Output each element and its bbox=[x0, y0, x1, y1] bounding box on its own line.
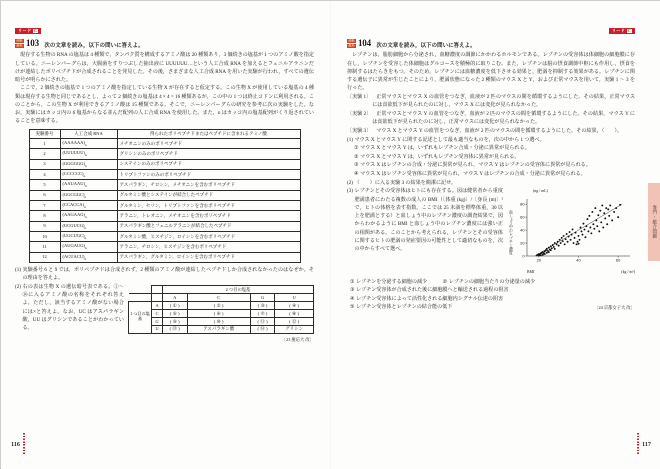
experiment-table-body bbox=[29, 138, 300, 262]
question-text: 実験番号 6 と 9 では，ポリペプチドは合成されず，2 種類のアミノ酸が連結したペプチドしか合成されなかったのはなぜか。その理由を答えよ。 bbox=[22, 266, 314, 282]
folio-right bbox=[637, 433, 651, 455]
grid-row-C bbox=[129, 309, 314, 317]
mark-thinking-right: 思考 bbox=[348, 44, 355, 48]
option-text: マウス X はレプチンの合成・分泌に異常が見られ，マウス Y はレプチンの受容体に異常が見られる。 bbox=[360, 162, 591, 169]
th-rna: 人工合成 RNA bbox=[60, 130, 117, 139]
grid-cell: ( ③ ) bbox=[250, 301, 275, 309]
table-row bbox=[29, 149, 300, 159]
th-result: 得られたポリペプチドまたはペプチドに含まれるアミノ酸 bbox=[117, 130, 300, 139]
question-item-2-left bbox=[15, 283, 314, 335]
cell-rna bbox=[60, 180, 117, 190]
lead-tag-row-left bbox=[15, 27, 314, 35]
leptin-bmi-figure bbox=[507, 188, 635, 275]
grid-rowlabel-U: U bbox=[152, 325, 163, 333]
option-3-5 bbox=[350, 303, 635, 312]
grid-corner bbox=[129, 285, 152, 293]
grid-top-header-row bbox=[129, 285, 314, 293]
cell-result: システインのみのポリペプチド bbox=[117, 159, 300, 169]
grid-cell-aspartate: アスパラギン酸 bbox=[187, 325, 250, 333]
rna-subscript: n bbox=[84, 194, 87, 199]
grid-cell: ( ⑦ ) bbox=[250, 309, 275, 317]
option-3-1 bbox=[350, 278, 635, 286]
grid-col-G: G bbox=[250, 293, 275, 301]
problem-title-103: 次の文章を読み，以下の問いに答えよ。 bbox=[44, 42, 144, 49]
option-1-4 bbox=[354, 170, 635, 178]
svg-text:60: 60 bbox=[615, 257, 621, 263]
cell-rna bbox=[60, 159, 117, 169]
cell-result: アラニン，チロシン，ヒスチジンを含むポリペプチド bbox=[117, 242, 300, 252]
table-row bbox=[29, 169, 300, 179]
problem-marks-left bbox=[15, 38, 24, 48]
option-text: マウス X はレプチン受容体に異常が見られ，マウス Y はレプチンの合成・分泌に異常が見られる。 bbox=[360, 170, 586, 177]
cell-no: 2 bbox=[29, 149, 60, 159]
experiment-1-text: 正常マウスとマウス X の血管をつなぎ，血液が 2 匹のマウスの間を循環するようにした。その結果，正常マウスには食欲低下が見られたのに対し，マウス X には変化が見られなかった。 bbox=[372, 94, 635, 109]
lead-level-left: C bbox=[33, 28, 38, 33]
rna-subscript: n bbox=[85, 246, 87, 251]
experiment-1-label: 〔実験 1〕 bbox=[347, 94, 372, 101]
grid-rowlabel-A: A bbox=[152, 301, 163, 309]
grid-col-A: A bbox=[163, 293, 188, 301]
svg-text:80: 80 bbox=[520, 201, 525, 207]
table-row bbox=[29, 159, 300, 169]
figure-plot-area bbox=[514, 195, 635, 269]
rna-seq: (GGCGGC) bbox=[62, 191, 85, 197]
cell-no: 1 bbox=[29, 138, 60, 148]
option-marker: ① bbox=[350, 278, 355, 285]
option-text: レプチン受容体とレプチンの結合能の低下 bbox=[356, 304, 453, 311]
figure-x-unit: (kg / m²) bbox=[621, 270, 635, 275]
option-marker: ① bbox=[354, 145, 359, 152]
section-thumb-tab-label: 専門・総合問題 bbox=[652, 205, 658, 239]
scatter-plot-svg bbox=[514, 195, 634, 269]
svg-text:20: 20 bbox=[536, 257, 542, 263]
question-list-left bbox=[15, 266, 314, 335]
rna-seq: (CCACCA) bbox=[62, 202, 85, 208]
svg-text:40: 40 bbox=[520, 227, 525, 233]
figure-plot-row bbox=[507, 195, 635, 269]
question-number: (2) bbox=[347, 179, 353, 186]
experiment-table bbox=[29, 129, 301, 263]
rna-subscript: n bbox=[84, 235, 87, 240]
folio-rule-right bbox=[637, 433, 639, 455]
grid-col-C: C bbox=[187, 293, 250, 301]
page-right-content bbox=[347, 27, 635, 312]
paragraph-2-left: ここで，2 個続きの塩基で 1 つのアミノ酸を指定している生物 X が存在すると仮定する。この生物 X が使用している塩基の 4 種類は現存する生物と同じであるとし，よって 2 個続きの塩基は 4 × 4 = 16 種類あるが，この中の 1 つは終止コドンに利用される。このことから，この生物 X が利用できるアミノ酸は 15 種類である。そこで，ニーレンバーグらの研究を参考に次の実験をした。なお，実験にはカッコ内の 6 塩基からなる並んだ配列の人工合成 RNA を使用した。また，n はカッコ内の塩基配列がくり返されていることを意味する。 bbox=[15, 85, 314, 125]
cell-no: 7 bbox=[29, 200, 60, 210]
grid-rowlabel-C: C bbox=[152, 309, 163, 317]
problem-title-104: 次の文章を読み，以下の問いに答えよ。 bbox=[376, 42, 476, 49]
rna-subscript: n bbox=[84, 204, 86, 209]
option-marker: ③ bbox=[350, 287, 355, 294]
table-row bbox=[29, 221, 300, 231]
cell-result: アスパラギン酸とフェニルアラニンが結合したペプチド bbox=[117, 221, 300, 231]
cell-no: 9 bbox=[29, 221, 60, 231]
cell-result: グルタミン酸，ヒスチジン，ロイシンを含むポリペプチド bbox=[117, 231, 300, 241]
rna-subscript: n bbox=[84, 225, 87, 230]
cell-result: アスパラギン，グルタミン，ロイシンを含むポリペプチド bbox=[117, 252, 300, 262]
question-text-with-grid bbox=[22, 283, 314, 335]
cell-rna bbox=[60, 211, 117, 221]
grid-cell: ( ② ) bbox=[187, 301, 250, 309]
grid-cell: ( ⑧ ) bbox=[275, 309, 314, 317]
question-number: (3) bbox=[347, 188, 353, 195]
cell-rna bbox=[60, 231, 117, 241]
option-marker: ③ bbox=[354, 162, 359, 169]
grid-cell: ( ⑤ ) bbox=[163, 309, 188, 317]
rna-seq: (AAAAAA) bbox=[62, 140, 85, 146]
option-text: マウス X とマウス Y は，いずれもレプチン合成・分泌に異常が見られる。 bbox=[360, 145, 530, 152]
cell-rna bbox=[60, 242, 117, 252]
grid-cell: ( ⑪ ) bbox=[250, 317, 275, 325]
cell-no: 11 bbox=[29, 242, 60, 252]
grid-cell: ( ① ) bbox=[163, 301, 188, 309]
option-text: レプチン受容体によって活性化される細胞内シグナル伝達の阻害 bbox=[356, 295, 504, 302]
grid-rowlabel-G: G bbox=[152, 317, 163, 325]
grid-cell: ( ⑬ ) bbox=[163, 325, 188, 333]
paragraph-1-left: 現存する生物の RNA の塩基は 4 種類で，タンパク質を構成するアミノ酸は 20 種類あり，3 個続きの塩基が 1 つのアミノ酸を指定している。ニーレンバーグらは，大腸菌をすりつぶした抽出液に UUUUUU…という人工合成 RNA を加えるとフェニルアラニンだけが連結したポリペプチドが合成されることを発見した。その後，さまざまな人工合成 RNA を用いた実験が行われ，すべての遺伝暗号が明らかにされた。 bbox=[15, 52, 314, 84]
grid-cell: ( ⑭ ) bbox=[250, 325, 275, 333]
grid-corner-4 bbox=[152, 293, 163, 301]
option-1-2 bbox=[354, 153, 635, 161]
rna-subscript: n bbox=[85, 153, 87, 158]
option-1-3 bbox=[354, 161, 635, 169]
lead-tag-label-left: リード bbox=[18, 28, 32, 33]
grid-corner-2 bbox=[152, 285, 163, 293]
cell-no: 8 bbox=[29, 211, 60, 221]
option-text: レプチンの細胞当たりの分泌量の減少 bbox=[448, 278, 536, 285]
grid-col-U: U bbox=[275, 293, 314, 301]
svg-text:60: 60 bbox=[520, 214, 525, 220]
rna-seq: (GGGGGG) bbox=[62, 160, 85, 166]
cell-result: メチオニンのみのポリペプチド bbox=[117, 138, 300, 148]
rna-subscript: n bbox=[85, 142, 87, 147]
grid-column-label-row bbox=[129, 293, 314, 301]
option-text: レプチンを分泌する細胞の減少 bbox=[356, 278, 428, 285]
problem-heading-103 bbox=[15, 38, 314, 50]
question-number: (1) bbox=[347, 136, 353, 143]
grid-cell-glycine: グリシン bbox=[275, 325, 314, 333]
folio-rule-left bbox=[23, 433, 25, 455]
cell-result: トリプトファンのみのポリペプチド bbox=[117, 169, 300, 179]
page-number-left: 116 bbox=[11, 440, 20, 448]
folio-left bbox=[11, 433, 25, 455]
problem-number-104: 104 bbox=[358, 37, 371, 48]
cell-no: 3 bbox=[29, 159, 60, 169]
grid-second-base-header: 2 つ目の塩基 bbox=[163, 285, 314, 293]
experiment-2-text: 正常マウスとマウス Y の血管をつなぎ，血液が 2 匹のマウスの間を循環するようにした。その結果，マウス Y には食欲低下が見られたのに対し，正常マウスには変化が見られなかった。 bbox=[372, 110, 635, 126]
rna-seq: (UCGUCG) bbox=[62, 222, 85, 228]
cell-result: アラニン，トレオニン，メチオニンを含むポリペプチド bbox=[117, 211, 300, 221]
figure-y-unit: (ng / mL) bbox=[533, 189, 548, 194]
rna-seq: (UGCUGC) bbox=[62, 233, 85, 238]
question-text: マウス X とマウス Y に関する記述として最も適当なものを，次の中から 1 つ選べ。 bbox=[354, 136, 545, 143]
lead-tag-right bbox=[609, 28, 635, 34]
rna-subscript: n bbox=[85, 184, 87, 189]
figure-y-axis-label: 血しょう中のレプチン濃度 bbox=[509, 209, 514, 255]
option-marker: ④ bbox=[350, 295, 355, 302]
lead-level-right: C bbox=[627, 28, 631, 33]
svg-text:20: 20 bbox=[520, 240, 525, 246]
rna-seq: (AAGAAG) bbox=[62, 212, 85, 218]
problem-number-103: 103 bbox=[26, 37, 39, 48]
grid-row-G bbox=[129, 317, 314, 325]
option-marker: ② bbox=[354, 153, 359, 160]
table-row bbox=[29, 211, 300, 221]
section-thumb-tab[interactable] bbox=[648, 183, 660, 261]
question-text: （ ）に入る実験 3 の結果を簡潔に記せ。 bbox=[354, 179, 457, 186]
lead-tag-row-right bbox=[347, 27, 635, 35]
genetic-code-grid bbox=[128, 285, 314, 334]
genetic-code-grid-wrap bbox=[128, 285, 314, 334]
table-row bbox=[29, 180, 300, 190]
rna-seq: (CCCCCC) bbox=[62, 171, 84, 177]
grid-row-U bbox=[129, 325, 314, 333]
source-credit-left: 〔23 慶応大 改〕 bbox=[281, 336, 314, 342]
grid-cell: ( ⑥ ) bbox=[187, 309, 250, 317]
question-item-2-right bbox=[347, 179, 635, 187]
cell-no: 10 bbox=[29, 231, 60, 241]
experiment-1 bbox=[347, 93, 635, 110]
mark-thinking-left: 思考 bbox=[16, 44, 23, 48]
experiment-2-label: 〔実験 2〕 bbox=[347, 110, 372, 117]
table-row bbox=[29, 252, 300, 262]
page-left bbox=[1, 1, 331, 469]
rna-subscript: n bbox=[83, 173, 86, 178]
table-row bbox=[29, 200, 300, 210]
svg-text:0: 0 bbox=[522, 253, 525, 259]
option-3-4 bbox=[350, 295, 635, 303]
mark-common-left: 共通 bbox=[16, 39, 23, 43]
question-text-with-figure bbox=[354, 187, 635, 277]
figure-x-axis-label: BMI bbox=[527, 270, 535, 275]
cell-result: アスパラギン，チロシン，メチオニンを含むポリペプチド bbox=[117, 180, 300, 190]
cell-rna bbox=[60, 190, 117, 200]
question-3-body-text: レプチンとその受容体はヒトにも存在する。図は健常者から重度肥満患者にわたる複数の成人の BMI（〔体重 (kg)〕/〔身長 (m)〕² で，ヒトの体格を表す指数。ここでは 25 未満を標準体重，30 以上を肥満とする）と血しょう中のレプチン濃度の調査結果で，図からわかるように BMI と血しょう中のレプチン濃度には強い正の相関がある。このことから考えられる，レプチンとその受容体に関するヒトの肥満の発症要因の可能性として適切なものを，次の中からすべて選べ。 bbox=[354, 188, 503, 252]
experiment-3-label: 〔実験 3〕 bbox=[347, 127, 372, 134]
grid-cell: ( ⑨ ) bbox=[163, 317, 188, 325]
th-exp-no: 実験番号 bbox=[29, 130, 60, 139]
experiment-2 bbox=[347, 110, 635, 127]
cell-rna bbox=[60, 221, 117, 231]
grid-cell: ( ④ ) bbox=[275, 301, 314, 309]
rna-seq: (AUGAUG) bbox=[62, 243, 85, 249]
cell-no: 12 bbox=[29, 252, 60, 262]
cell-no: 4 bbox=[29, 169, 60, 179]
cell-rna bbox=[60, 252, 117, 262]
problem-heading-104 bbox=[347, 38, 635, 50]
option-marker: ④ bbox=[354, 170, 359, 177]
grid-cell: ( ⑩ ) bbox=[187, 317, 250, 325]
problem-marks-right bbox=[347, 38, 356, 48]
rna-subscript: n bbox=[85, 215, 87, 220]
table-row bbox=[29, 231, 300, 241]
table-row bbox=[29, 190, 300, 200]
experiment-3 bbox=[347, 127, 635, 135]
question-item-1-right bbox=[347, 136, 635, 144]
grid-cell: ( ⑫ ) bbox=[275, 317, 314, 325]
mark-common-right: 共通 bbox=[348, 39, 355, 43]
option-text: マウス X とマウス Y は，いずれもレプチン受容体に異常が見られる。 bbox=[360, 153, 520, 160]
cell-no: 6 bbox=[29, 190, 60, 200]
page-left-content bbox=[15, 27, 314, 343]
question-item-1-left bbox=[15, 266, 314, 283]
option-1-1 bbox=[354, 144, 635, 152]
question-number: (2) bbox=[15, 283, 21, 290]
option-marker: ⑤ bbox=[350, 304, 355, 311]
cell-rna bbox=[60, 138, 117, 148]
question-item-3-right bbox=[347, 187, 635, 277]
page-right bbox=[331, 1, 660, 469]
table-row bbox=[29, 242, 300, 252]
lead-tag-label-right: リード bbox=[611, 28, 626, 33]
lead-tag-left bbox=[15, 28, 41, 34]
figure-x-caption-row bbox=[527, 269, 635, 275]
experiment-3-text: マウス X とマウス Y の血管をつなぎ，血液が 2 匹のマウスの間を循環するようにした。その結果，（ ）。 bbox=[376, 127, 623, 134]
cell-no: 5 bbox=[29, 180, 60, 190]
paragraph-1-right: レプチンは，脂肪細胞から分泌され，血糖濃度の調節にかかわるホルモンである。レプチンの受容体は体細胞の細胞膜に存在し，レプチンを受容した体細胞はグルコースを積極的に取りこむ。また，レプチンは脳の摂食調節中枢にも作用し，摂食を抑制するはたらきをもつ。そのため，レプチンには血糖濃度を低下させる効果と，肥満を抑制する効果がある。レプチンに関する遺伝子に異常が生じたことにより，肥満状態になった 2 種類のマウス X と Y，および正常マウスを用いて，実験 1 〜 3 を行った。 bbox=[347, 52, 635, 92]
cell-rna bbox=[60, 200, 117, 210]
option-3-3 bbox=[350, 286, 635, 294]
page-number-right: 117 bbox=[642, 440, 651, 448]
question-number: (1) bbox=[15, 266, 21, 273]
cell-result: グルタミン酸とシステインが結合したペプチド bbox=[117, 190, 300, 200]
grid-corner-3 bbox=[129, 293, 152, 301]
option-text: レプチン受容体が合成された後に細胞膜へと輸送される過程の阻害 bbox=[356, 287, 509, 294]
grid-first-base-header: 1 つ目の塩基 bbox=[129, 301, 152, 333]
grid-row-A bbox=[129, 301, 314, 309]
question-2-body-text: 右の表は生物 X の遺伝暗号表である。①〜⑭に入るアミノ酸の名称をそれぞれ答えよ。ただし，該当するアミノ酸がない場合には×と答えよ。なお，UC はアスパラギン酸，UU はグリシンであることがわかっている。 bbox=[22, 283, 124, 332]
rna-seq: (AAUAAU) bbox=[62, 181, 85, 187]
table-row bbox=[29, 138, 300, 148]
cell-result: グリシンのみのポリペプチド bbox=[117, 149, 300, 159]
rna-seq: (UUUUUU) bbox=[62, 150, 85, 156]
rna-subscript: n bbox=[85, 163, 87, 168]
cell-result: グルタミン，セリン，トリプトファンを含むポリペプチド bbox=[117, 200, 300, 210]
option-marker: ② bbox=[442, 278, 448, 285]
source-credit-right: 〔24 京都女子大 改〕 bbox=[594, 305, 635, 311]
cell-rna bbox=[60, 169, 117, 179]
cell-rna bbox=[60, 149, 117, 159]
rna-seq: (ACUACU) bbox=[62, 253, 85, 259]
svg-text:40: 40 bbox=[576, 257, 581, 263]
table-header-row bbox=[29, 130, 300, 139]
rna-subscript: n bbox=[84, 256, 87, 261]
